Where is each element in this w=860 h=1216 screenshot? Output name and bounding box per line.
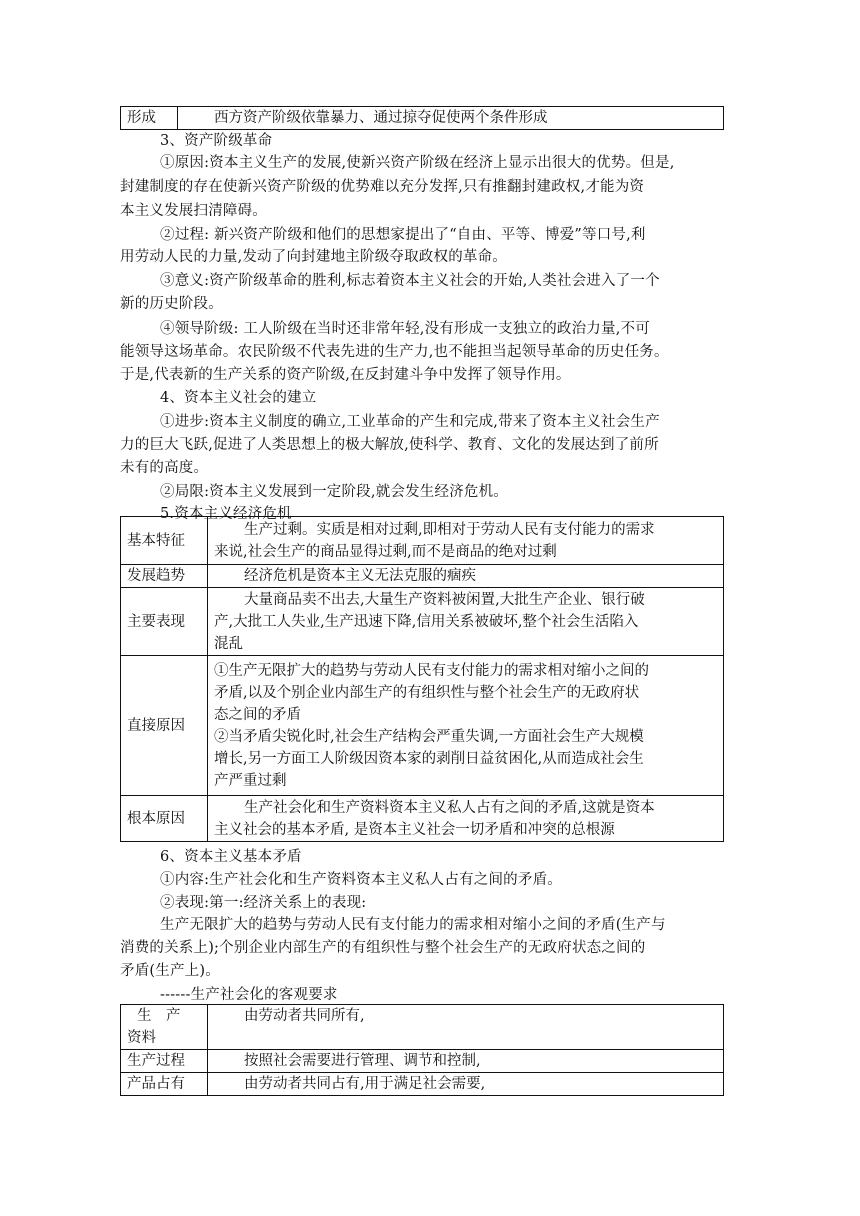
section6-content: ①内容:生产社会化和生产资料资本主义私人占有之间的矛盾。 [160,872,562,888]
table-row [121,1005,724,1050]
section4-progress-3: 未有的高度。 [120,460,209,476]
section4-progress-2: 力的巨大飞跃,促进了人类思想上的极大解放,使科学、教育、文化的发展达到了前所 [120,437,659,453]
section3-cause-2: 封建制度的存在使新兴资产阶级的优势难以充分发挥,只有推翻封建政权,才能为资 [120,179,645,195]
row-content [208,565,724,588]
row-line-text: 经济危机是资本主义无法克服的痼疾 [244,568,476,584]
row-content [208,588,724,656]
row-label: 发展趋势 [121,565,208,588]
table-row [121,1073,724,1096]
row-line-text: ①生产无限扩大的趋势与劳动人民有支付能力的需求相对缩小之间的 [214,662,649,679]
row-line-text: 由劳动者共同所有, [244,1008,365,1024]
row-label: 基本特征 [121,517,208,565]
section6-subheading: ------生产社会化的客观要求 [160,987,338,1003]
socialization-table [120,1004,724,1096]
row-line-text: 生产过剩。实质是相对过剩,即相对于劳动人民有支付能力的需求 [244,521,655,538]
section6-para-1: 生产无限扩大的趋势与劳动人民有支付能力的需求相对缩小之间的矛盾(生产与 [160,917,666,933]
row-line-text: 产,大批工人失业,生产迅速下降,信用关系被破坏,整个社会生活陷入 [214,613,639,630]
row-label: 主要表现 [121,588,208,656]
section3-leader-1: ④领导阶级: 工人阶级在当时还非常年轻,没有形成一支独立的政治力量,不可 [160,321,650,337]
section6-manifest: ②表现:第一:经济关系上的表现: [160,895,367,911]
row-content [208,1073,724,1096]
section3-heading: 3、资产阶级革命 [160,133,273,149]
table-row [121,517,724,565]
section6-para-3: 矛盾(生产上)。 [120,963,220,979]
table-row [121,588,724,656]
row-line-text: 矛盾,以及个别企业内部生产的有组织性与整个社会生产的无政府状 [214,684,640,701]
row-line [214,797,719,819]
row-label [121,1005,208,1050]
row-line [214,519,719,541]
economic-crisis-table [120,516,724,842]
row-content [208,1050,724,1073]
section3-process-1: ②过程: 新兴资产阶级和他们的思想家提出了“自由、平等、博爱”等口号,利 [160,227,646,243]
row-line-text: 生产社会化和生产资料资本主义私人占有之间的矛盾,这就是资本 [244,799,655,816]
section3-process-2: 用劳动人民的力量,发动了向封建地主阶级夺取政权的革命。 [120,249,508,265]
section4-progress-1: ①进步:资本主义制度的确立,工业革命的产生和完成,带来了资本主义社会生产 [160,414,660,430]
row-line-text: 混乱 [214,635,243,652]
section3-cause-3: 本主义发展扫清障碍。 [120,203,267,219]
section5-heading: 5.资本主义经济危机 [160,506,292,522]
row-line-text: 按照社会需要进行管理、调节和控制, [244,1053,481,1069]
row-content [208,796,724,842]
section3-meaning-1: ③意义:资产阶级革命的胜利,标志着资本主义社会的开始,人类社会进入了一个 [160,273,660,289]
section4-heading: 4、资本主义社会的建立 [160,390,317,406]
section3-cause-1: ①原因:资本主义生产的发展,使新兴资产阶级在经济上显示出很大的优势。但是, [160,155,675,171]
row-line-text: 来说,社会生产的商品显得过剩,而不是商品的绝对过剩 [214,543,557,560]
row-line-text: 由劳动者共同占有,用于满足社会需要, [244,1076,486,1092]
section3-meaning-2: 新的历史阶段。 [120,296,223,312]
row-content [208,517,724,565]
row-line-text: 主义社会的基本矛盾, 是资本主义社会一切矛盾和冲突的总根源 [214,821,615,838]
section3-leader-3: 于是,代表新的生产关系的资产阶级,在反封建斗争中发挥了领导作用。 [120,367,571,383]
row-line-text: ②当矛盾尖锐化时,社会生产结构会严重失调,一方面社会生产大规模 [214,728,644,745]
section6-para-2: 消费的关系上);个别企业内部生产的有组织性与整个社会生产的无政府状态之间的 [120,940,646,956]
row-line-text: 增长,另一方面工人阶级因资本家的剥削日益贫困化,从而造成社会生 [214,750,644,767]
formation-text: 西方资产阶级依靠暴力、通过掠夺促使两个条件形成 [214,110,548,126]
formation-table [120,106,724,130]
row-label: 直接原因 [121,656,208,796]
table-row [121,656,724,796]
section6-heading: 6、资本主义基本矛盾 [160,849,302,865]
row-line-text: 产严重过剩 [214,772,287,789]
row-line [214,589,719,611]
row-content [208,656,724,796]
row-label: 产品占有 [121,1073,208,1096]
table-row [121,565,724,588]
row-content [208,1005,724,1050]
formation-label: 形成 [121,107,178,130]
section3-leader-2: 能领导这场革命。农民阶级不代表先进的生产力,也不能担当起领导革命的历史任务。 [120,344,669,360]
formation-content [178,107,724,130]
section4-limit: ②局限:资本主义发展到一定阶段,就会发生经济危机。 [160,484,508,500]
row-label-line: 生 产 [137,1008,181,1024]
row-line-text: 态之间的矛盾 [214,706,301,723]
row-line-text: 大量商品卖不出去,大量生产资料被闲置,大批生产企业、银行破 [244,591,645,608]
table-row [121,1050,724,1073]
row-label: 根本原因 [121,796,208,842]
table-row [121,796,724,842]
row-label: 生产过程 [121,1050,208,1073]
row-label-line: 资料 [127,1030,156,1046]
